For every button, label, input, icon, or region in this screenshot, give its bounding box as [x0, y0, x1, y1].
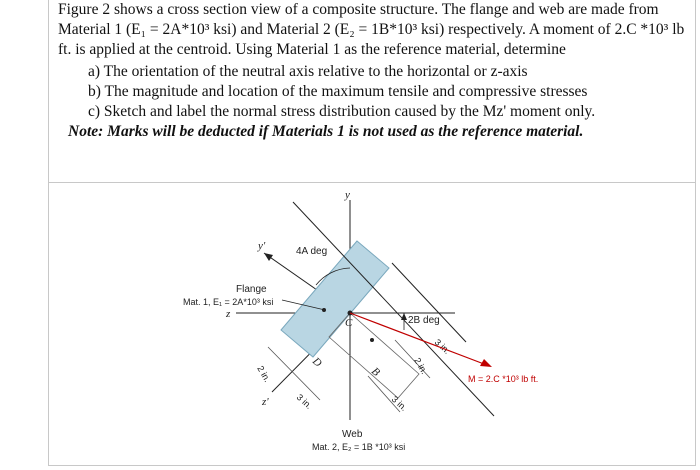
- dimension-line-top: [392, 263, 466, 342]
- angle-2b-label: 2B deg: [408, 315, 440, 326]
- web-material: Mat. 2, E₂ = 1B *10³ ksi: [312, 442, 406, 452]
- web-shape: [329, 313, 419, 398]
- problem-note: Note: Marks will be deducted if Materials 1 is not used as the reference material.: [68, 123, 584, 140]
- part-b: b) The magnitude and location of the maximum tensile and compressive stresses: [88, 83, 588, 100]
- dim-3in-right: 3 in.: [389, 394, 409, 413]
- angle-2b-arrowhead: [401, 313, 407, 320]
- part-a: a) The orientation of the neutral axis relative to the horizontal or z-axis: [88, 63, 528, 80]
- moment-arrowhead: [480, 359, 492, 367]
- flange-material: Mat. 1, E₁ = 2A*10³ ksi: [183, 297, 274, 307]
- moment-label: M = 2.C *10³ lb ft.: [468, 374, 539, 384]
- y-axis-label: y: [345, 189, 350, 201]
- point-b-marker: [370, 338, 374, 342]
- point-b-label: B: [368, 365, 383, 379]
- z-axis-label: z: [226, 308, 231, 320]
- dim-2in-left: 2 in.: [255, 364, 273, 384]
- flange-label: Flange: [236, 284, 267, 295]
- web-label: Web: [342, 429, 363, 440]
- angle-4a-label: 4A deg: [296, 246, 328, 257]
- point-d-label: D: [309, 355, 324, 370]
- y-prime-arrowhead: [264, 253, 273, 261]
- dim-3in-left: 3 in.: [294, 392, 314, 411]
- dim-3in-top: 3 in.: [432, 337, 452, 356]
- centroid-label: C: [345, 317, 353, 329]
- dim-2in-right: 2 in.: [412, 356, 430, 376]
- problem-intro: Figure 2 shows a cross section view of a composite structure. The flange and web are made from Material 1 (E₁ = 2A*10³ ksi) and Material 2 (E₂ = 1B*10³ ksi) respectively. A moment of 2.C *10³ lb ft. is applied at the centroid. Using Material 1 as the reference material, determine: [58, 1, 685, 58]
- part-c: c) Sketch and label the normal stress distribution caused by the Mz' moment only.: [88, 103, 596, 120]
- y-prime-label: y': [258, 240, 266, 252]
- z-prime-label: z': [262, 396, 269, 408]
